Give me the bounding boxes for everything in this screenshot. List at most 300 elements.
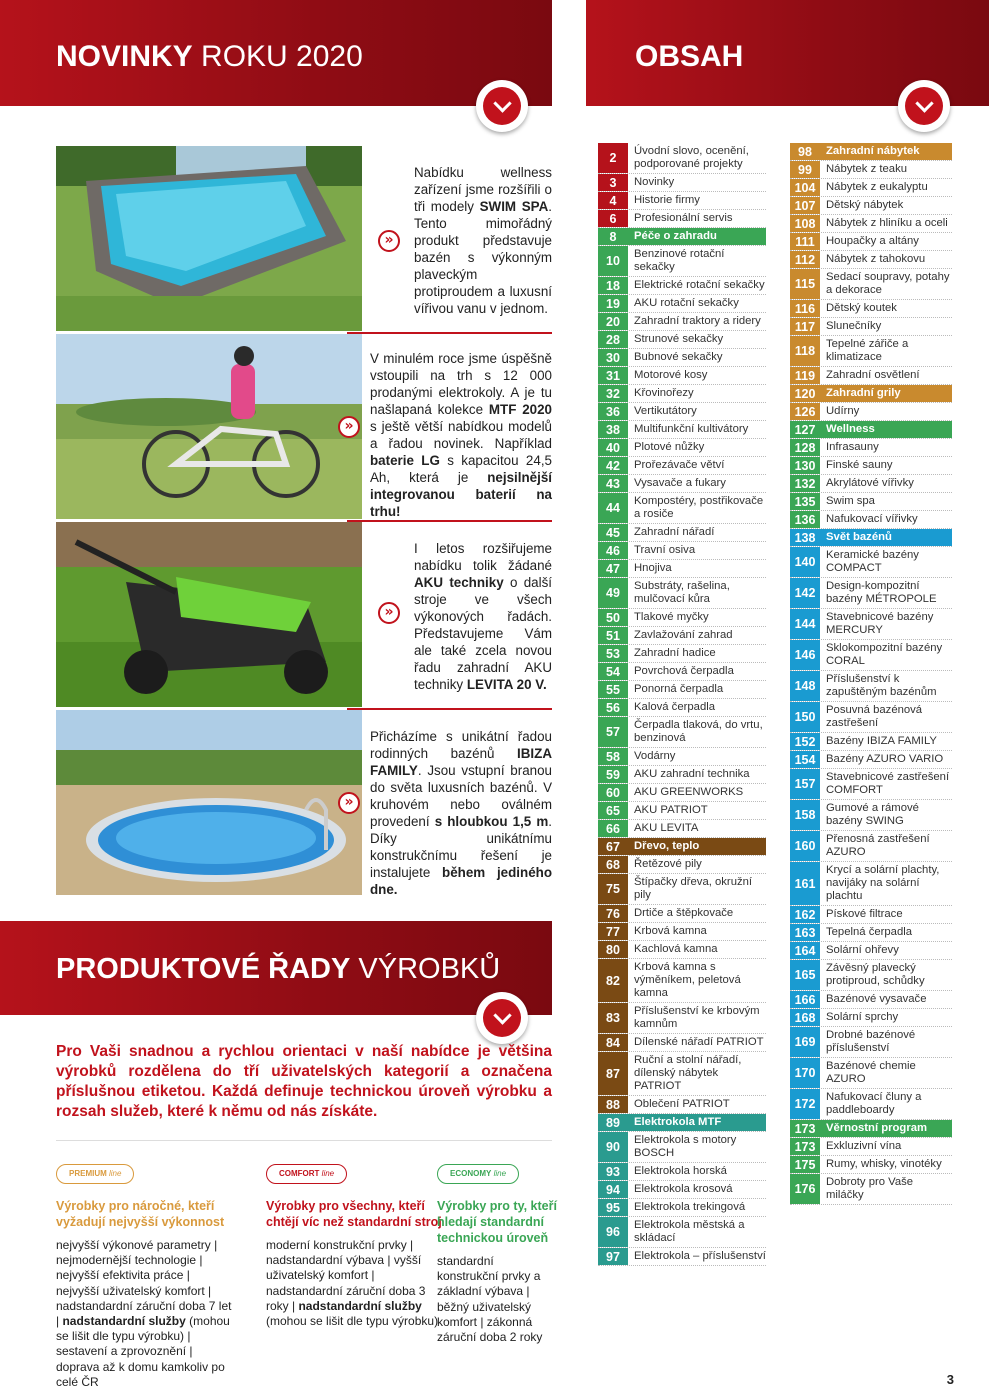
toc-entry[interactable] xyxy=(598,681,766,699)
swim-spa-text xyxy=(414,164,552,317)
toc-entry[interactable] xyxy=(598,493,766,524)
toc-page-number: 112 xyxy=(790,251,820,268)
toc-entry[interactable] xyxy=(790,862,952,906)
toc-entry[interactable] xyxy=(598,1181,766,1199)
toc-entry[interactable] xyxy=(790,751,952,769)
toc-page-number: 38 xyxy=(598,421,628,438)
toc-page-number: 30 xyxy=(598,349,628,366)
toc-entry[interactable] xyxy=(790,1027,952,1058)
toc-label: Zahradní osvětlení xyxy=(826,369,920,381)
toc-entry[interactable] xyxy=(598,1217,766,1248)
emphasis-text: baterie LG xyxy=(370,453,440,468)
toc-entry[interactable] xyxy=(598,663,766,681)
toc-label: Wellness xyxy=(820,421,952,438)
toc-entry[interactable] xyxy=(790,511,952,529)
toc-entry[interactable] xyxy=(598,874,766,905)
toc-page-number: 158 xyxy=(790,800,820,830)
toc-page-number: 56 xyxy=(598,699,628,716)
toc-label: Drtiče a štěpkovače xyxy=(634,907,734,919)
body-text: o další stroje ve všech výkonových řadách. Představujeme Vám ale také zcela novou řadu zahradní AKU techniky xyxy=(414,575,552,692)
toc-entry[interactable] xyxy=(598,699,766,717)
toc-label: Dětský nábytek xyxy=(826,199,904,211)
toc-entry[interactable] xyxy=(598,1132,766,1163)
toc-page-number: 82 xyxy=(598,959,628,1002)
toc-page-number: 50 xyxy=(598,609,628,626)
toc-label: Design-kompozitní bazény MÉTROPOLE xyxy=(826,580,937,605)
toc-label: Nafukovací vířivky xyxy=(826,513,918,525)
toc-entry[interactable] xyxy=(598,1034,766,1052)
emphasis-text: nadstandardní služby xyxy=(62,1314,186,1329)
toc-section-heading[interactable] xyxy=(790,421,952,439)
logo-label: PREMIUM xyxy=(69,1169,107,1178)
toc-section-heading[interactable] xyxy=(598,228,766,246)
toc-entry[interactable] xyxy=(790,1089,952,1120)
toc-entry[interactable] xyxy=(790,233,952,251)
toc-entry[interactable] xyxy=(598,905,766,923)
more-arrow-icon: » xyxy=(338,792,360,814)
toc-page-number: 99 xyxy=(790,161,820,178)
toc-label: Nábytek z hliníku a oceli xyxy=(826,217,948,229)
toc-section-heading[interactable] xyxy=(790,143,952,161)
toc-page-number: 164 xyxy=(790,942,820,959)
toc-entry[interactable] xyxy=(598,1052,766,1096)
toc-entry[interactable] xyxy=(598,246,766,277)
toc-label: Elektrokola městská a skládací xyxy=(634,1219,745,1244)
toc-section-heading[interactable] xyxy=(790,529,952,547)
toc-page-number: 44 xyxy=(598,493,628,523)
toc-label: AKU LEVITA xyxy=(634,822,699,834)
product-line-heading: Výrobky pro ty, kteří hledají standardní technickou úroveň xyxy=(437,1199,557,1245)
toc-entry[interactable] xyxy=(598,1096,766,1114)
toc-page-number: 108 xyxy=(790,215,820,232)
toc-entry[interactable] xyxy=(598,941,766,959)
toc-entry[interactable] xyxy=(598,560,766,578)
toc-entry[interactable] xyxy=(790,578,952,609)
toc-label: Zahradní grily xyxy=(820,385,952,402)
ebike-text xyxy=(370,350,552,520)
toc-entry[interactable] xyxy=(598,1003,766,1034)
toc-page-number: 93 xyxy=(598,1163,628,1180)
toc-entry[interactable] xyxy=(790,800,952,831)
page-title xyxy=(56,40,363,74)
toc-page-number: 67 xyxy=(598,838,628,855)
toc-label: Krbová kamna xyxy=(634,925,707,937)
toc-label: Elektrokola trekingová xyxy=(634,1201,746,1213)
toc-page-number: 166 xyxy=(790,991,820,1008)
toc-label: Nábytek z teaku xyxy=(826,163,908,175)
toc-page-number: 107 xyxy=(790,197,820,214)
body-text: Přicházíme s unikátní řadou rodinných bazénů xyxy=(370,729,552,761)
toc-page-number: 154 xyxy=(790,751,820,768)
toc-page-number: 98 xyxy=(790,143,820,160)
toc-label: Dobroty pro Vaše miláčky xyxy=(826,1176,914,1201)
toc-label: Kachlová kamna xyxy=(634,943,718,955)
toc-entry[interactable] xyxy=(598,331,766,349)
toc-entry[interactable] xyxy=(790,439,952,457)
product-line-description xyxy=(266,1238,444,1329)
more-arrow-icon: » xyxy=(338,416,360,438)
toc-entry[interactable] xyxy=(598,313,766,331)
toc-label: Zahradní nářadí xyxy=(634,526,715,538)
toc-page-number: 2 xyxy=(598,143,628,173)
toc-page-number: 43 xyxy=(598,475,628,492)
toc-label: AKU GREENWORKS xyxy=(634,786,744,798)
toc-entry[interactable] xyxy=(598,524,766,542)
toc-entry[interactable] xyxy=(598,717,766,748)
toc-page-number: 120 xyxy=(790,385,820,402)
toc-label: Zahradní traktory a ridery xyxy=(634,315,761,327)
toc-page-number: 10 xyxy=(598,246,628,276)
toc-entry[interactable] xyxy=(598,923,766,941)
toc-label: Finské sauny xyxy=(826,459,893,471)
toc-page-number: 20 xyxy=(598,313,628,330)
toc-entry[interactable] xyxy=(790,1009,952,1027)
contents-title xyxy=(635,40,743,74)
toc-entry[interactable] xyxy=(790,831,952,862)
toc-page-number: 135 xyxy=(790,493,820,510)
toc-entry[interactable] xyxy=(790,179,952,197)
contents-title-text: OBSAH xyxy=(635,40,744,73)
toc-label: Substráty, rašelina, mulčovací kůra xyxy=(634,580,730,605)
toc-label: Příslušenství k zapuštěným bazénům xyxy=(826,673,937,698)
toc-entry[interactable] xyxy=(598,192,766,210)
toc-entry[interactable] xyxy=(790,197,952,215)
toc-page-number: 111 xyxy=(790,233,820,250)
toc-entry[interactable] xyxy=(790,269,952,300)
toc-label: Posuvná bazénová zastřešení xyxy=(826,704,923,729)
divider xyxy=(56,1140,552,1141)
toc-page-number: 40 xyxy=(598,439,628,456)
body-text: V minulém roce jsme úspěšně vstoupili na trh s 12 000 prodanými elektrokoly. A je tu našlapaná kolekce xyxy=(370,351,552,417)
toc-label: Travní osiva xyxy=(634,544,696,556)
toc-page-number: 45 xyxy=(598,524,628,541)
toc-entry[interactable] xyxy=(598,403,766,421)
toc-label: Ponorná čerpadla xyxy=(634,683,724,695)
toc-page-number: 172 xyxy=(790,1089,820,1119)
toc-entry[interactable] xyxy=(790,300,952,318)
toc-label: Bazénové chemie AZURO xyxy=(826,1060,916,1085)
toc-entry[interactable] xyxy=(598,367,766,385)
toc-label: Stavebnicové bazény MERCURY xyxy=(826,611,934,636)
aku-mower-photo xyxy=(56,522,362,707)
toc-label: Péče o zahradu xyxy=(628,228,766,245)
toc-page-number: 148 xyxy=(790,671,820,701)
toc-entry[interactable] xyxy=(790,547,952,578)
toc-label: Hnojiva xyxy=(634,562,672,574)
toc-entry[interactable] xyxy=(598,174,766,192)
body-text: I letos rozšiřujeme nabídku tolik žádané xyxy=(414,541,552,573)
emphasis-text: AKU techniky xyxy=(414,575,504,590)
toc-page-number: 173 xyxy=(790,1138,820,1155)
toc-entry[interactable] xyxy=(790,733,952,751)
toc-label: Pískové filtrace xyxy=(826,908,903,920)
toc-page-number: 119 xyxy=(790,367,820,384)
toc-label: Zavlažování zahrad xyxy=(634,629,733,641)
toc-entry[interactable] xyxy=(790,403,952,421)
toc-section-heading[interactable] xyxy=(598,1114,766,1132)
toc-label: Bazény AZURO VARIO xyxy=(826,753,944,765)
logo-script: line xyxy=(491,1169,507,1178)
toc-page-number: 87 xyxy=(598,1052,628,1095)
toc-entry[interactable] xyxy=(598,143,766,174)
toc-page-number: 47 xyxy=(598,560,628,577)
product-title-light: VÝROBKŮ xyxy=(358,953,501,985)
toc-page-number: 53 xyxy=(598,645,628,662)
toc-entry[interactable] xyxy=(598,856,766,874)
toc-entry[interactable] xyxy=(598,959,766,1003)
toc-label: Bazénové vysavače xyxy=(826,993,927,1005)
toc-entry[interactable] xyxy=(598,578,766,609)
toc-page-number: 152 xyxy=(790,733,820,750)
toc-page-number: 132 xyxy=(790,475,820,492)
toc-label: Strunové sekačky xyxy=(634,333,724,345)
toc-label: Povrchová čerpadla xyxy=(634,665,734,677)
toc-page-number: 36 xyxy=(598,403,628,420)
toc-label: Čerpadla tlaková, do vrtu, benzinová xyxy=(634,719,763,744)
toc-page-number: 54 xyxy=(598,663,628,680)
toc-section-heading[interactable] xyxy=(790,1120,952,1138)
toc-page-number: 49 xyxy=(598,578,628,608)
body-text: s ještě větší nabídkou modelů a řadou novinek. Například xyxy=(370,419,552,451)
toc-entry[interactable] xyxy=(598,784,766,802)
emphasis-text: s hloubkou 1,5 m xyxy=(434,814,549,829)
chevron-down-icon xyxy=(476,992,528,1044)
toc-label: Akrylátové vířivky xyxy=(826,477,914,489)
toc-page-number: 117 xyxy=(790,318,820,335)
toc-page-number: 55 xyxy=(598,681,628,698)
page-number: 3 xyxy=(946,1372,954,1387)
logo-label: ECONOMY xyxy=(450,1169,492,1178)
toc-entry[interactable] xyxy=(598,277,766,295)
toc-label: Dřevo, teplo xyxy=(628,838,766,855)
toc-label: Nábytek z tahokovu xyxy=(826,253,926,265)
toc-entry[interactable] xyxy=(598,627,766,645)
toc-section-heading[interactable] xyxy=(790,385,952,403)
emphasis-text: LEVITA 20 V. xyxy=(466,677,547,692)
toc-label: Keramické bazény COMPACT xyxy=(826,549,919,574)
toc-label: Svět bazénů xyxy=(820,529,952,546)
toc-label: Elektrokola s motory BOSCH xyxy=(634,1134,737,1159)
emphasis-text: nejsilnější integrovanou baterií na trhu! xyxy=(370,470,552,519)
body-text: moderní konstrukční prvky | nadstandardní výbava | vyšší uživatelský komfort | nadstandardní záruční doba 3 roky | xyxy=(266,1238,426,1313)
toc-entry[interactable] xyxy=(790,991,952,1009)
toc-label: Swim spa xyxy=(826,495,875,507)
toc-page-number: 146 xyxy=(790,640,820,670)
toc-label: Houpačky a altány xyxy=(826,235,919,247)
toc-page-number: 31 xyxy=(598,367,628,384)
toc-page-number: 84 xyxy=(598,1034,628,1051)
toc-page-number: 140 xyxy=(790,547,820,577)
toc-label: AKU PATRIOT xyxy=(634,804,708,816)
toc-label: Multifunkční kultivátory xyxy=(634,423,749,435)
toc-entry[interactable] xyxy=(790,475,952,493)
toc-label: Elektrokola MTF xyxy=(628,1114,766,1131)
toc-entry[interactable] xyxy=(790,671,952,702)
toc-label: Krbová kamna s výměníkem, peletová kamna xyxy=(634,961,741,999)
more-arrow-icon: » xyxy=(378,230,400,252)
toc-label: Sedací soupravy, potahy a dekorace xyxy=(826,271,950,296)
toc-entry[interactable] xyxy=(598,421,766,439)
toc-entry[interactable] xyxy=(598,475,766,493)
toc-label: Exkluzivní vína xyxy=(826,1140,902,1152)
body-text: Nabídku wellness zařízení jsme rozšířili o tři modely xyxy=(414,165,552,214)
toc-section-heading[interactable] xyxy=(598,838,766,856)
toc-page-number: 66 xyxy=(598,820,628,837)
chevron-down-icon xyxy=(476,80,528,132)
toc-page-number: 94 xyxy=(598,1181,628,1198)
ibiza-pool-photo xyxy=(56,710,362,895)
toc-entry[interactable] xyxy=(790,251,952,269)
toc-label: Elektrokola horská xyxy=(634,1165,727,1177)
swim-spa-photo xyxy=(56,146,362,331)
toc-entry[interactable] xyxy=(790,367,952,385)
toc-page-number: 136 xyxy=(790,511,820,528)
toc-entry[interactable] xyxy=(598,748,766,766)
toc-label: Tepelná čerpadla xyxy=(826,926,913,938)
body-text: . Díky unikátnímu konstrukčnímu řešení je instalujete xyxy=(370,814,553,880)
toc-page-number: 65 xyxy=(598,802,628,819)
logo-label: COMFORT xyxy=(279,1169,320,1178)
toc-entry[interactable] xyxy=(598,802,766,820)
toc-label: Štípačky dřeva, okružní pily xyxy=(634,876,753,901)
body-text: . Jsou vstupní branou do světa luxusních bazénů. V kruhovém nebo oválném provedení xyxy=(370,763,552,829)
toc-entry[interactable] xyxy=(598,609,766,627)
toc-label: Elektrokola krosová xyxy=(634,1183,733,1195)
toc-page-number: 28 xyxy=(598,331,628,348)
feature-ibiza-pool xyxy=(56,710,552,898)
toc-label: Elektrokola – příslušenství xyxy=(634,1250,766,1262)
toc-label: Solární ohřevy xyxy=(826,944,899,956)
chevron-down-icon xyxy=(898,80,950,132)
toc-entry[interactable] xyxy=(790,161,952,179)
toc-label: Udírny xyxy=(826,405,860,417)
toc-page-number: 18 xyxy=(598,277,628,294)
product-title-bold: PRODUKTOVÉ ŘADY xyxy=(56,953,351,985)
toc-page-number: 3 xyxy=(598,174,628,191)
emphasis-text: nadstandardní služby xyxy=(298,1298,422,1313)
toc-page-number: 90 xyxy=(598,1132,628,1162)
toc-label: Křovinořezy xyxy=(634,387,694,399)
toc-label: Závěsný plavecký protiproud, schůdky xyxy=(826,962,925,987)
toc-page-number: 175 xyxy=(790,1156,820,1173)
more-arrow-icon: » xyxy=(378,602,400,624)
toc-entry[interactable] xyxy=(790,318,952,336)
toc-entry[interactable] xyxy=(598,457,766,475)
toc-entry[interactable] xyxy=(598,766,766,784)
toc-label: Přenosná zastřešení AZURO xyxy=(826,833,930,858)
toc-entry[interactable] xyxy=(598,1199,766,1217)
toc-label: Benzinové rotační sekačky xyxy=(634,248,725,273)
toc-entry[interactable] xyxy=(598,385,766,403)
product-line-logo xyxy=(56,1164,134,1184)
toc-entry[interactable] xyxy=(790,1156,952,1174)
toc-page-number: 150 xyxy=(790,702,820,732)
toc-page-number: 88 xyxy=(598,1096,628,1113)
toc-label: Plotové nůžky xyxy=(634,441,705,453)
toc-entry[interactable] xyxy=(598,542,766,560)
toc-page-number: 126 xyxy=(790,403,820,420)
toc-column-left xyxy=(598,143,766,1266)
toc-entry[interactable] xyxy=(790,1058,952,1089)
toc-label: Dílenské nářadí PATRIOT xyxy=(634,1036,764,1048)
toc-page-number: 59 xyxy=(598,766,628,783)
toc-label: Drobné bazénové příslušenství xyxy=(826,1029,916,1054)
toc-entry[interactable] xyxy=(598,210,766,228)
product-line-heading: Výrobky pro všechny, kteří chtějí víc než standardní stroj xyxy=(266,1199,442,1229)
toc-label: Solární sprchy xyxy=(826,1011,899,1023)
toc-page-number: 138 xyxy=(790,529,820,546)
product-line-logo xyxy=(437,1164,519,1184)
toc-entry[interactable] xyxy=(790,1174,952,1205)
toc-entry[interactable] xyxy=(598,349,766,367)
toc-entry[interactable] xyxy=(598,1248,766,1266)
toc-label: Rumy, whisky, vinotéky xyxy=(826,1158,942,1170)
toc-entry[interactable] xyxy=(790,609,952,640)
toc-label: Kompostéry, postřikovače a rosiče xyxy=(634,495,764,520)
toc-page-number: 4 xyxy=(598,192,628,209)
logo-script: line xyxy=(319,1169,335,1178)
toc-entry[interactable] xyxy=(790,215,952,233)
toc-page-number: 173 xyxy=(790,1120,820,1137)
toc-label: Vysavače a fukary xyxy=(634,477,726,489)
toc-entry[interactable] xyxy=(598,295,766,313)
toc-entry[interactable] xyxy=(790,942,952,960)
toc-entry[interactable] xyxy=(790,493,952,511)
toc-page-number: 128 xyxy=(790,439,820,456)
toc-entry[interactable] xyxy=(790,924,952,942)
toc-label: Řetězové pily xyxy=(634,858,702,870)
product-lines-title xyxy=(56,953,500,986)
toc-label: Ruční a stolní nářadí, dílenský nábytek PATRIOT xyxy=(634,1054,742,1092)
toc-entry[interactable] xyxy=(598,1163,766,1181)
feature-swim-spa xyxy=(56,146,552,334)
toc-label: Elektrické rotační sekačky xyxy=(634,279,765,291)
toc-label: Stavebnicové zastřešení COMFORT xyxy=(826,771,950,796)
toc-label: Tepelné zářiče a klimatizace xyxy=(826,338,909,363)
toc-entry[interactable] xyxy=(598,645,766,663)
toc-label: Dětský koutek xyxy=(826,302,897,314)
toc-entry[interactable] xyxy=(790,769,952,800)
toc-column-right xyxy=(790,143,952,1205)
toc-page-number: 163 xyxy=(790,924,820,941)
toc-page-number: 165 xyxy=(790,960,820,990)
toc-page-number: 76 xyxy=(598,905,628,922)
toc-page-number: 130 xyxy=(790,457,820,474)
toc-label: Vodárny xyxy=(634,750,676,762)
toc-entry[interactable] xyxy=(790,906,952,924)
toc-entry[interactable] xyxy=(790,702,952,733)
toc-entry[interactable] xyxy=(790,1138,952,1156)
toc-page-number: 58 xyxy=(598,748,628,765)
toc-entry[interactable] xyxy=(790,640,952,671)
toc-entry[interactable] xyxy=(790,960,952,991)
toc-page-number: 157 xyxy=(790,769,820,799)
toc-entry[interactable] xyxy=(790,336,952,367)
toc-page-number: 97 xyxy=(598,1248,628,1265)
left-header-banner xyxy=(0,0,552,106)
toc-entry[interactable] xyxy=(790,457,952,475)
logo-script: line xyxy=(106,1169,122,1178)
body-text: s kapacitou 24,5 Ah, která je xyxy=(370,453,552,485)
toc-page-number: 162 xyxy=(790,906,820,923)
body-text: standardní konstrukční prvky a základní výbava | běžný uživatelský komfort | zákonná záruční doba 2 roky xyxy=(437,1254,543,1345)
toc-entry[interactable] xyxy=(598,820,766,838)
toc-entry[interactable] xyxy=(598,439,766,457)
toc-page-number: 80 xyxy=(598,941,628,958)
product-line-premium xyxy=(56,1163,234,1390)
toc-page-number: 104 xyxy=(790,179,820,196)
toc-label: Bubnové sekačky xyxy=(634,351,723,363)
